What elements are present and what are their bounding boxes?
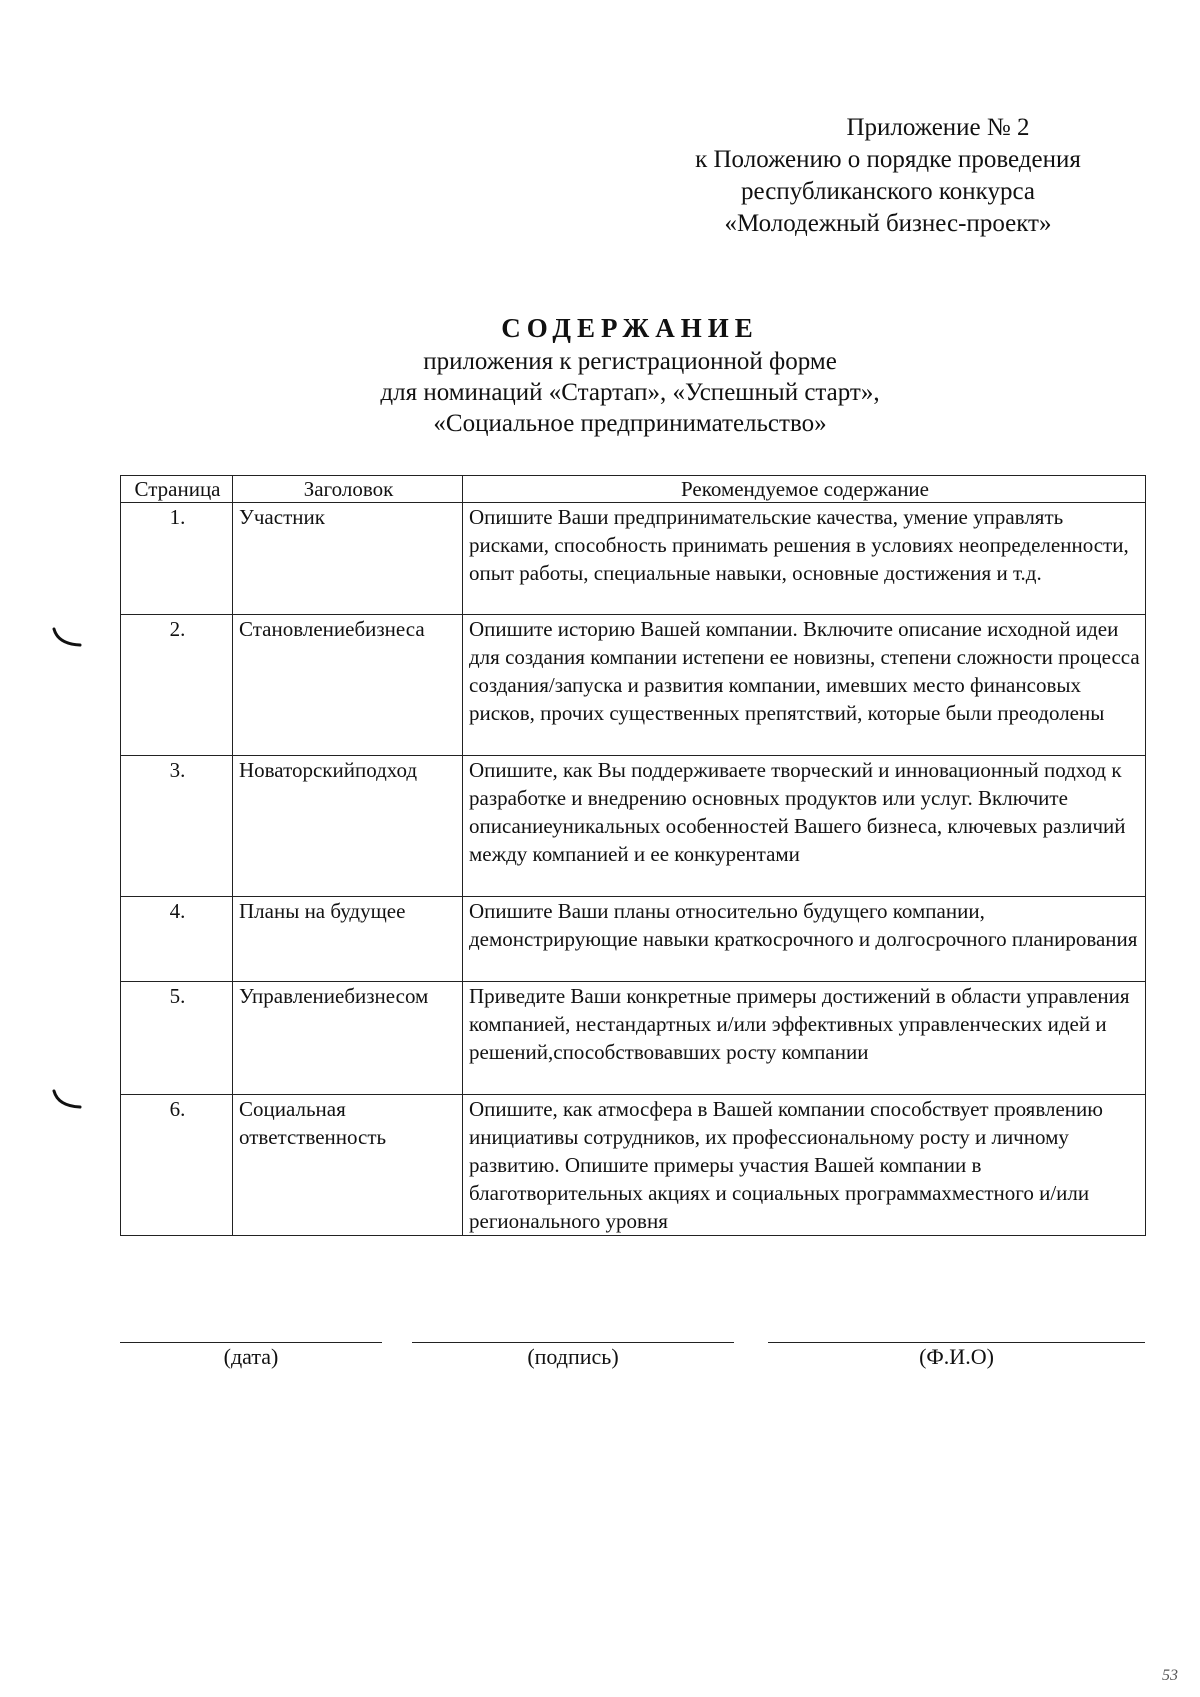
page-number: 53 xyxy=(1162,1667,1178,1684)
annex-number: Приложение № 2 xyxy=(846,114,1030,141)
table-row xyxy=(121,615,1146,756)
document-subtitle-3: «Социальное предпринимательство» xyxy=(433,410,827,437)
row-heading: Планы на будущее xyxy=(233,897,463,982)
table-row xyxy=(121,982,1146,1095)
header-page: Страница xyxy=(121,476,233,503)
annex-contest-name: «Молодежный бизнес-проект» xyxy=(724,210,1052,237)
document-subtitle-1: приложения к регистрационной форме xyxy=(423,348,837,375)
annex-header xyxy=(638,112,1138,240)
document-title-block xyxy=(0,310,1200,439)
date-caption: (дата) xyxy=(223,1344,279,1369)
row-number: 1. xyxy=(121,503,233,615)
table-header-row xyxy=(121,476,1146,503)
row-number: 6. xyxy=(121,1095,233,1236)
hole-mark-icon xyxy=(52,626,82,648)
full-name-field[interactable] xyxy=(768,1342,1145,1371)
row-content: Опишите, как атмосфера в Вашей компании способствует проявлению инициативы сотрудников, их профессиональному росту и личному развитию. Опишите примеры участия Вашей компании в благотворительных акциях и социальных программахместного и/или регионального уровня xyxy=(463,1095,1146,1236)
annex-contest: республиканского конкурса xyxy=(741,178,1035,205)
document-title: СОДЕРЖАНИЕ xyxy=(501,313,759,343)
table-row xyxy=(121,503,1146,615)
row-heading: Становлениебизнеса xyxy=(233,615,463,756)
row-number: 3. xyxy=(121,756,233,897)
table-row xyxy=(121,756,1146,897)
signature-block xyxy=(120,1342,1145,1382)
row-heading: Управлениебизнесом xyxy=(233,982,463,1095)
header-heading: Заголовок xyxy=(233,476,463,503)
row-content: Опишите, как Вы поддерживаете творческий и инновационный подход к разработке и внедрению основных продуктов или услуг. Включите описаниеуникальных особенностей Вашего бизнеса, ключевых различий между компанией и ее конкурентами xyxy=(463,756,1146,897)
table-row xyxy=(121,1095,1146,1236)
annex-reference: к Положению о порядке проведения xyxy=(695,146,1081,173)
hole-mark-icon xyxy=(52,1088,82,1110)
row-content: Опишите Ваши предпринимательские качества, умение управлять рисками, способность принимать решения в условиях неопределенности, опыт работы, специальные навыки, основные достижения и т.д. xyxy=(463,503,1146,615)
content-table xyxy=(120,475,1146,1236)
table-row xyxy=(121,897,1146,982)
row-heading: Социальная ответственность xyxy=(233,1095,463,1236)
row-heading: Новаторскийподход xyxy=(233,756,463,897)
row-number: 4. xyxy=(121,897,233,982)
document-subtitle-2: для номинаций «Стартап», «Успешный старт», xyxy=(380,379,880,406)
row-heading: Участник xyxy=(233,503,463,615)
row-content: Опишите Ваши планы относительно будущего компании, демонстрирующие навыки краткосрочного и долгосрочного планирования xyxy=(463,897,1146,982)
header-content: Рекомендуемое содержание xyxy=(463,476,1146,503)
date-field[interactable] xyxy=(120,1342,382,1371)
signature-caption: (подпись) xyxy=(527,1344,619,1369)
row-content: Опишите историю Вашей компании. Включите описание исходной идеи для создания компании истепени ее новизны, степени сложности процесса создания/запуска и развития компании, имевших место финансовых рисков, прочих существенных препятствий, которые были преодолены xyxy=(463,615,1146,756)
row-number: 2. xyxy=(121,615,233,756)
row-content: Приведите Ваши конкретные примеры достижений в области управления компанией, нестандартных и/или эффективных управленческих идей и решений,способствовавших росту компании xyxy=(463,982,1146,1095)
row-number: 5. xyxy=(121,982,233,1095)
signature-field[interactable] xyxy=(412,1342,734,1371)
full-name-caption: (Ф.И.О) xyxy=(919,1344,994,1369)
